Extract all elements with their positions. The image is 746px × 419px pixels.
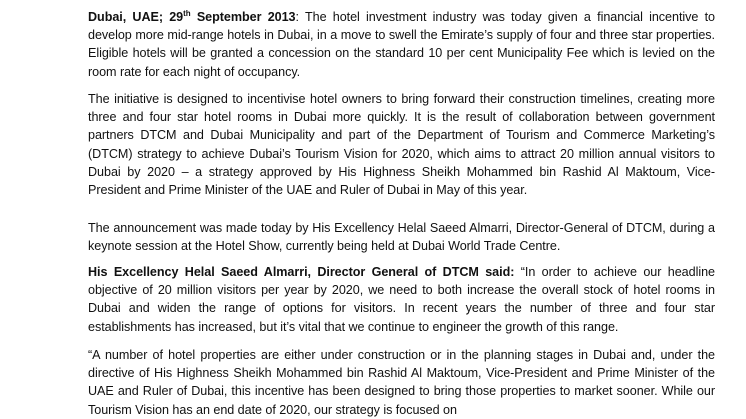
dateline-day: Dubai, UAE; 29 [88,10,184,24]
paragraph-dateline-intro [88,8,715,81]
dateline-month-year: September 2013 [190,10,296,24]
paragraph-1-body: : The hotel investment industry was today given a financial incentive to develop more mid-range hotels in Dubai, in a move to swell the Emirate’s supply of four and three star properties. Eligible hotels will be granted a concession on the standard 10 per cent Municipality Fee which is levied on the room rate for each night of occupancy. [88,10,715,79]
paragraph-initiative [88,90,715,199]
paragraph-quote-2 [88,346,715,419]
dateline-ordinal: th [183,9,191,18]
paragraph-3-body: The announcement was made today by His Excellency Helal Saeed Almarri, Director-General of DTCM, during a keynote session at the Hotel Show, currently being held at Dubai World Trade Centre. [88,221,715,254]
paragraph-4-body: “In order to achieve our headline objective of 20 million visitors per year by 2020, we need to both increase the overall stock of hotel rooms in Dubai and widen the range of options for visitors. In recent years the number of three and four star establishments has increased, but it’s vital that we continue to engineer the growth of this range. [88,265,715,334]
paragraph-5-body: “A number of hotel properties are either under construction or in the planning stages in Dubai and, under the directive of His Highness Sheikh Mohammed bin Rashid Al Maktoum, Vice-President and Prime Minister of the UAE and Ruler of Dubai, this incentive has been designed to bring those properties to market sooner. While our Tourism Vision has an end date of 2020, our strategy is focused on [88,348,715,417]
speaker-attribution: His Excellency Helal Saeed Almarri, Director General of DTCM said: [88,265,515,279]
dateline [88,10,296,24]
paragraph-2-body: The initiative is designed to incentivise hotel owners to bring forward their construction timelines, creating more three and four star hotel rooms in Dubai more quickly. It is the result of collaboration between government partners DTCM and Dubai Municipality and part of the Department of Tourism and Commerce Marketing’s (DTCM) strategy to achieve Dubai’s Tourism Vision for 2020, which aims to attract 20 million annual visitors to Dubai by 2020 – a strategy approved by His Highness Sheikh Mohammed bin Rashid Al Maktoum, Vice-President and Prime Minister of the UAE and Ruler of Dubai in May of this year. [88,92,715,198]
paragraph-quote-1 [88,263,715,336]
paragraph-announcement [88,219,715,255]
